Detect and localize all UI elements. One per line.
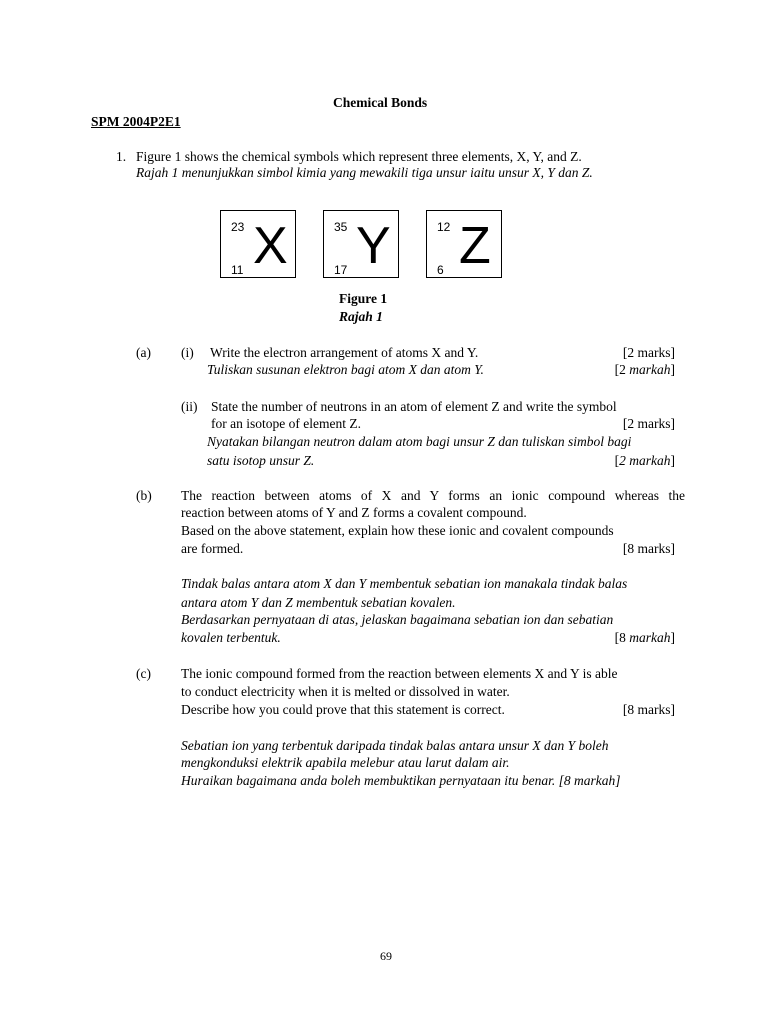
- part-c-en-line1: The ionic compound formed from the reaction between elements X and Y is able: [181, 666, 618, 681]
- element-symbol: Y: [356, 217, 391, 275]
- mass-number: 35: [334, 220, 348, 234]
- part-b-en-marks: [8 marks]: [622, 541, 675, 556]
- part-c-ms-line2: mengkonduksi elektrik apabila melebur atau larut dalam air.: [181, 755, 510, 770]
- part-b-ms-line4: kovalen terbentuk.: [181, 630, 281, 645]
- figure-caption-ms: Rajah 1: [339, 309, 383, 324]
- element-box-y: [323, 210, 399, 278]
- part-a-ii-ms-line2: satu isotop unsur Z.: [207, 453, 315, 468]
- part-b-en-line1: The reaction between atoms of X and Y forms an ionic compound whereas the: [181, 488, 685, 503]
- part-a-i-en: Write the electron arrangement of atoms X and Y.: [210, 345, 479, 360]
- part-a-i-en-marks: [2 marks]: [622, 345, 675, 360]
- exam-code: SPM 2004P2E1: [91, 114, 181, 129]
- part-b-en-line4: are formed.: [181, 541, 244, 556]
- part-b-ms-line1: Tindak balas antara atom X dan Y membentuk sebatian ion manakala tindak balas: [181, 576, 628, 591]
- part-a-i-label: (i): [181, 345, 194, 360]
- part-a-ii-en-line2: for an isotope of element Z.: [211, 416, 361, 431]
- atomic-number: 6: [437, 263, 444, 277]
- part-b-en-line2: reaction between atoms of Y and Z forms a covalent compound.: [181, 505, 527, 520]
- atomic-number: 11: [231, 263, 244, 277]
- part-c-label: (c): [136, 666, 151, 681]
- part-a-i-ms-marks: [2 markah]: [614, 362, 675, 377]
- question-number: 1.: [116, 149, 127, 164]
- part-a-ii-en-line1: State the number of neutrons in an atom of element Z and write the symbol: [211, 399, 617, 414]
- question-intro-ms: Rajah 1 menunjukkan simbol kimia yang mewakili tiga unsur iaitu unsur X, Y dan Z.: [136, 165, 593, 180]
- part-c-en-marks: [8 marks]: [622, 702, 675, 717]
- question-intro-en: Figure 1 shows the chemical symbols which represent three elements, X, Y, and Z.: [136, 149, 582, 164]
- part-a-ii-en-marks: [2 marks]: [622, 416, 675, 431]
- part-c-ms-line3: Huraikan bagaimana anda boleh membuktikan pernyataan itu benar. [8 markah]: [181, 773, 621, 788]
- part-b-en-line3: Based on the above statement, explain how these ionic and covalent compounds: [181, 523, 614, 538]
- part-a-i-ms: Tuliskan susunan elektron bagi atom X dan atom Y.: [207, 362, 484, 377]
- part-a-ii-ms-marks: [2 markah]: [614, 453, 675, 468]
- part-c-ms-line1: Sebatian ion yang terbentuk daripada tindak balas antara unsur X dan Y boleh: [181, 738, 609, 753]
- part-b-ms-line3: Berdasarkan pernyataan di atas, jelaskan bagaimana sebatian ion dan sebatian: [181, 612, 614, 627]
- part-a-ii-label: (ii): [181, 399, 198, 414]
- part-c-en-line2: to conduct electricity when it is melted or dissolved in water.: [181, 684, 510, 699]
- page-title: Chemical Bonds: [333, 95, 428, 110]
- atomic-number: 17: [334, 263, 348, 277]
- part-b-ms-marks: [8 markah]: [614, 630, 675, 645]
- part-b-ms-line2: antara atom Y dan Z membentuk sebatian kovalen.: [181, 595, 456, 610]
- page-number: 69: [380, 949, 392, 963]
- element-box-x: [220, 210, 296, 278]
- part-a-label: (a): [136, 345, 151, 360]
- element-box-z: [426, 210, 502, 278]
- mass-number: 12: [437, 220, 451, 234]
- part-b-label: (b): [136, 488, 152, 503]
- mass-number: 23: [231, 220, 245, 234]
- element-symbol: X: [253, 217, 288, 275]
- element-symbol: Z: [459, 217, 491, 275]
- figure-caption-en: Figure 1: [339, 291, 388, 306]
- part-c-en-line3: Describe how you could prove that this statement is correct.: [181, 702, 505, 717]
- part-a-ii-ms-line1: Nyatakan bilangan neutron dalam atom bagi unsur Z dan tuliskan simbol bagi: [207, 434, 632, 449]
